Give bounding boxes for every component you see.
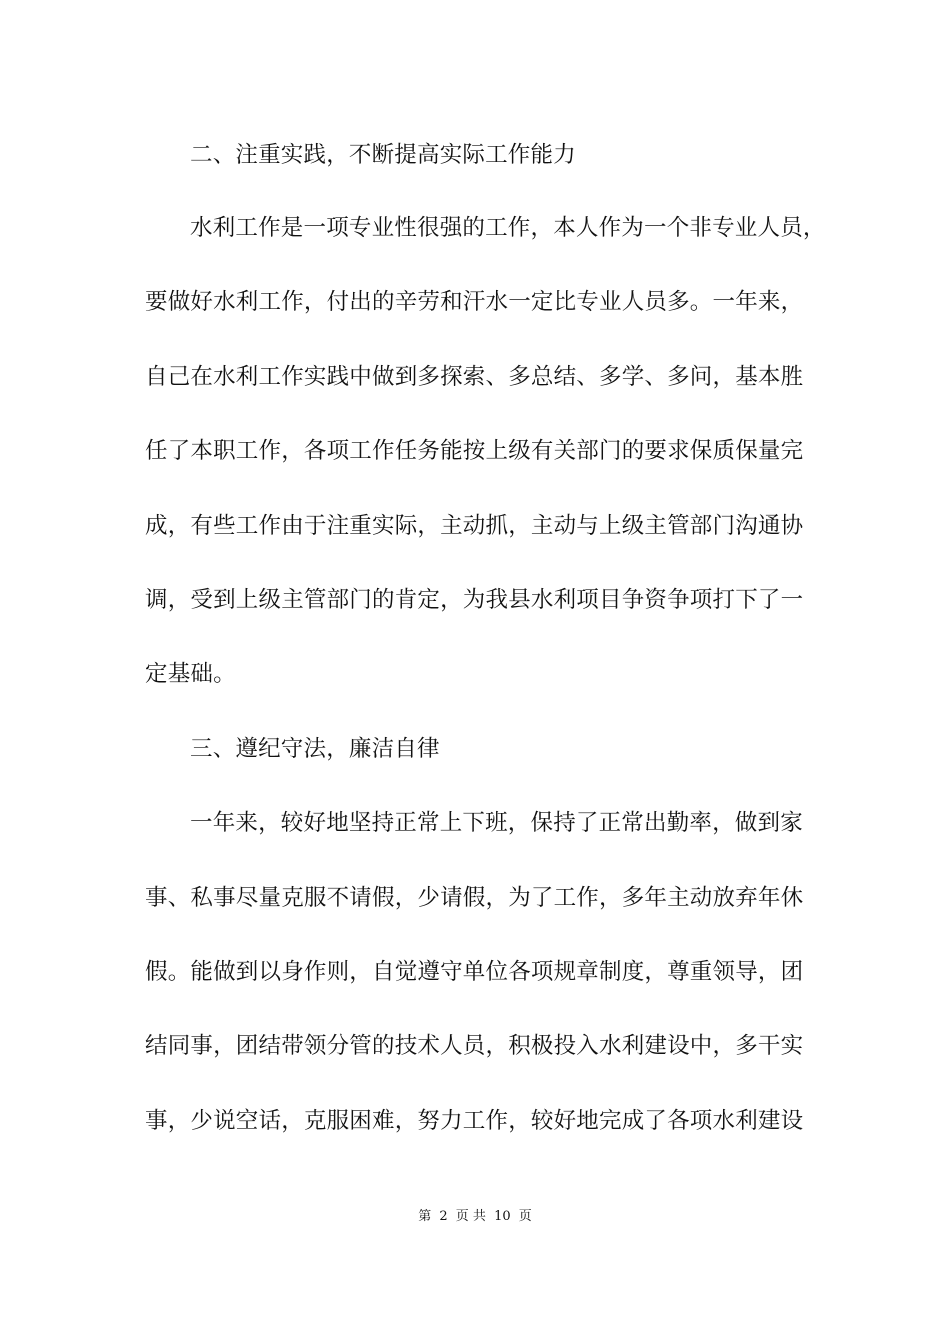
paragraph-line: 事，少说空话，克服困难，努力工作，较好地完成了各项水利建设 (145, 1108, 804, 1134)
footer-suffix: 页 (518, 1209, 532, 1224)
paragraph-line: 定基础。 (145, 661, 236, 687)
paragraph-line: 任了本职工作，各项工作任务能按上级有关部门的要求保质保量完 (145, 438, 804, 464)
footer-current-page: 2 (439, 1209, 448, 1224)
footer-total-pages: 10 (494, 1209, 511, 1224)
footer-prefix: 第 (418, 1209, 432, 1224)
paragraph-line: 自己在水利工作实践中做到多探索、多总结、多学、多问，基本胜 (145, 364, 804, 390)
paragraph-line: 水利工作是一项专业性很强的工作，本人作为一个非专业人员， (190, 215, 826, 241)
paragraph-line: 假。能做到以身作则，自觉遵守单位各项规章制度，尊重领导，团 (145, 959, 804, 985)
paragraph-line: 一年来，较好地坚持正常上下班，保持了正常出勤率，做到家 (190, 810, 803, 836)
section-heading-discipline: 三、遵纪守法，廉洁自律 (190, 736, 440, 762)
paragraph-line: 结同事，团结带领分管的技术人员，积极投入水利建设中，多干实 (145, 1033, 804, 1059)
page-footer (0, 1208, 950, 1226)
paragraph-line: 事、私事尽量克服不请假，少请假，为了工作，多年主动放弃年休 (145, 885, 804, 911)
footer-middle: 页 共 (455, 1209, 486, 1224)
section-heading-practice: 二、注重实践，不断提高实际工作能力 (190, 142, 576, 168)
paragraph-line: 要做好水利工作，付出的辛劳和汗水一定比专业人员多。一年来， (145, 289, 804, 315)
paragraph-line: 成，有些工作由于注重实际，主动抓，主动与上级主管部门沟通协 (145, 513, 804, 539)
paragraph-line: 调，受到上级主管部门的肯定，为我县水利项目争资争项打下了一 (145, 587, 804, 613)
